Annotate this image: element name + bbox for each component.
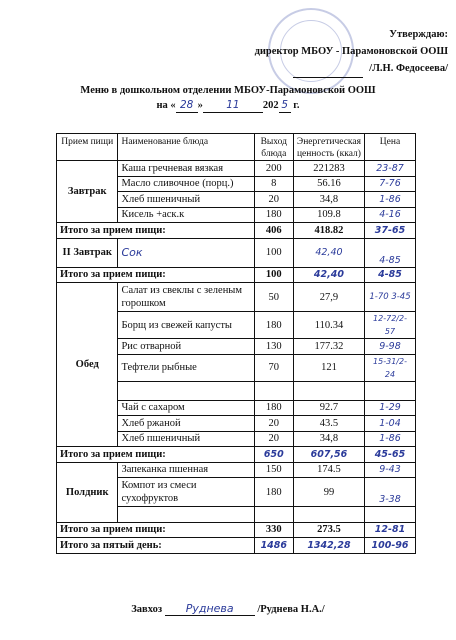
dish-out: 100 bbox=[254, 238, 293, 267]
dish-price: 1-04 bbox=[364, 416, 415, 432]
dish-out: 8 bbox=[254, 176, 293, 192]
dish-name: Тефтели рыбные bbox=[118, 354, 254, 381]
total-energy: 273.5 bbox=[293, 522, 364, 538]
dish-name: Сок bbox=[118, 238, 254, 267]
dish-price: 4-85 bbox=[364, 238, 415, 267]
meal-second-breakfast: II Завтрак bbox=[57, 238, 118, 267]
dish-energy: 34,8 bbox=[293, 431, 364, 447]
dish-energy bbox=[293, 507, 364, 523]
total-label: Итого за прием пищи: bbox=[57, 522, 255, 538]
meal-snack: Полдник bbox=[57, 462, 118, 522]
dish-energy: 99 bbox=[293, 478, 364, 507]
dish-name: Масло сливочное (порц.) bbox=[118, 176, 254, 192]
header-energy: Энергетическая ценность (ккал) bbox=[293, 134, 364, 161]
dish-energy: 109.8 bbox=[293, 207, 364, 223]
meal-breakfast: Завтрак bbox=[57, 161, 118, 223]
dish-name: Компот из смеси сухофруктов bbox=[118, 478, 254, 507]
handwritten-signature: Руднева bbox=[165, 602, 255, 616]
dish-price bbox=[364, 507, 415, 523]
dish-price: 15-31/2-24 bbox=[364, 354, 415, 381]
dish-name: Запеканка пшенная bbox=[118, 462, 254, 478]
total-out: 100 bbox=[254, 267, 293, 283]
day-total-energy: 1342,28 bbox=[293, 538, 364, 554]
total-label: Итого за прием пищи: bbox=[57, 223, 255, 239]
menu-date: на « 28 » 11 202 5 г. bbox=[156, 99, 300, 111]
table-row bbox=[57, 462, 416, 478]
dish-energy bbox=[293, 381, 364, 400]
table-row bbox=[57, 161, 416, 177]
day-total-label: Итого за пятый день: bbox=[57, 538, 255, 554]
total-price: 4-85 bbox=[364, 267, 415, 283]
dish-name: Кисель +аск.к bbox=[118, 207, 254, 223]
dish-price: 9-98 bbox=[364, 339, 415, 355]
dish-price: 1-86 bbox=[364, 431, 415, 447]
date-month: 11 bbox=[203, 98, 263, 113]
dish-out: 50 bbox=[254, 283, 293, 312]
dish-out: 180 bbox=[254, 207, 293, 223]
header-name: Наименование блюда bbox=[118, 134, 254, 161]
dish-price: 23-87 bbox=[364, 161, 415, 177]
dish-out: 70 bbox=[254, 354, 293, 381]
dish-energy: 27,9 bbox=[293, 283, 364, 312]
dish-price: 1-70 3-45 bbox=[364, 283, 415, 312]
director-position: директор МБОУ - Парамоновской ООШ bbox=[254, 46, 448, 57]
dish-out: 20 bbox=[254, 431, 293, 447]
dish-name: Хлеб ржаной bbox=[118, 416, 254, 432]
signature-line bbox=[293, 60, 363, 78]
meal-lunch: Обед bbox=[57, 283, 118, 447]
dish-energy: 121 bbox=[293, 354, 364, 381]
total-out: 330 bbox=[254, 522, 293, 538]
day-total-price: 100-96 bbox=[364, 538, 415, 554]
dish-energy: 174.5 bbox=[293, 462, 364, 478]
dish-out bbox=[254, 507, 293, 523]
dish-out: 180 bbox=[254, 312, 293, 339]
total-out: 650 bbox=[254, 447, 293, 463]
dish-name: Чай с сахаром bbox=[118, 400, 254, 416]
day-total-out: 1486 bbox=[254, 538, 293, 554]
header-meal: Прием пищи bbox=[57, 134, 118, 161]
dish-energy: 42,40 bbox=[293, 238, 364, 267]
date-day: 28 bbox=[176, 98, 198, 113]
dish-price: 9-43 bbox=[364, 462, 415, 478]
dish-out bbox=[254, 381, 293, 400]
dish-price: 1-29 bbox=[364, 400, 415, 416]
total-row bbox=[57, 223, 416, 239]
date-year-digit: 5 bbox=[279, 98, 291, 113]
dish-price: 3-38 bbox=[364, 478, 415, 507]
day-total-row bbox=[57, 538, 416, 554]
header-out: Выход блюда bbox=[254, 134, 293, 161]
director-fio: /Л.Н. Федосеева/ bbox=[369, 63, 448, 74]
dish-price: 1-86 bbox=[364, 192, 415, 208]
dish-name: Салат из свеклы с зеленым горошком bbox=[118, 283, 254, 312]
dish-name: Каша гречневая вязкая bbox=[118, 161, 254, 177]
signature-block bbox=[0, 602, 456, 616]
dish-out: 20 bbox=[254, 192, 293, 208]
total-row bbox=[57, 522, 416, 538]
dish-out: 130 bbox=[254, 339, 293, 355]
dish-energy: 221283 bbox=[293, 161, 364, 177]
total-price: 45-65 bbox=[364, 447, 415, 463]
dish-out: 200 bbox=[254, 161, 293, 177]
dish-name: Хлеб пшеничный bbox=[118, 431, 254, 447]
dish-price: 12-72/2-57 bbox=[364, 312, 415, 339]
dish-price: 7-76 bbox=[364, 176, 415, 192]
dish-out: 180 bbox=[254, 400, 293, 416]
dish-name: Рис отварной bbox=[118, 339, 254, 355]
dish-price bbox=[364, 381, 415, 400]
table-row bbox=[57, 283, 416, 312]
dish-energy: 34,8 bbox=[293, 192, 364, 208]
dish-energy: 43.5 bbox=[293, 416, 364, 432]
dish-name: Хлеб пшеничный bbox=[118, 192, 254, 208]
dish-energy: 56.16 bbox=[293, 176, 364, 192]
total-energy: 418.82 bbox=[293, 223, 364, 239]
table-header bbox=[57, 134, 416, 161]
approve-label: Утверждаю: bbox=[389, 29, 448, 40]
total-price: 37-65 bbox=[364, 223, 415, 239]
signature-role: Завхоз bbox=[131, 604, 163, 615]
dish-name: Борщ из свежей капусты bbox=[118, 312, 254, 339]
dish-out: 150 bbox=[254, 462, 293, 478]
total-row bbox=[57, 267, 416, 283]
dish-energy: 177.32 bbox=[293, 339, 364, 355]
signature-fio: /Руднева Н.А./ bbox=[257, 604, 325, 615]
table-row bbox=[57, 238, 416, 267]
dish-price: 4-16 bbox=[364, 207, 415, 223]
total-price: 12-81 bbox=[364, 522, 415, 538]
dish-name bbox=[118, 381, 254, 400]
header-price: Цена bbox=[364, 134, 415, 161]
approval-block bbox=[255, 26, 448, 78]
menu-title bbox=[0, 84, 456, 113]
total-row bbox=[57, 447, 416, 463]
total-out: 406 bbox=[254, 223, 293, 239]
menu-table bbox=[56, 133, 416, 554]
dish-name bbox=[118, 507, 254, 523]
dish-energy: 92.7 bbox=[293, 400, 364, 416]
total-label: Итого за прием пищи: bbox=[57, 267, 255, 283]
dish-out: 20 bbox=[254, 416, 293, 432]
menu-title-line: Меню в дошкольном отделении МБОУ-Парамоновской ООШ bbox=[80, 85, 376, 96]
dish-out: 180 bbox=[254, 478, 293, 507]
total-label: Итого за прием пищи: bbox=[57, 447, 255, 463]
total-energy: 607,56 bbox=[293, 447, 364, 463]
dish-energy: 110.34 bbox=[293, 312, 364, 339]
total-energy: 42,40 bbox=[293, 267, 364, 283]
